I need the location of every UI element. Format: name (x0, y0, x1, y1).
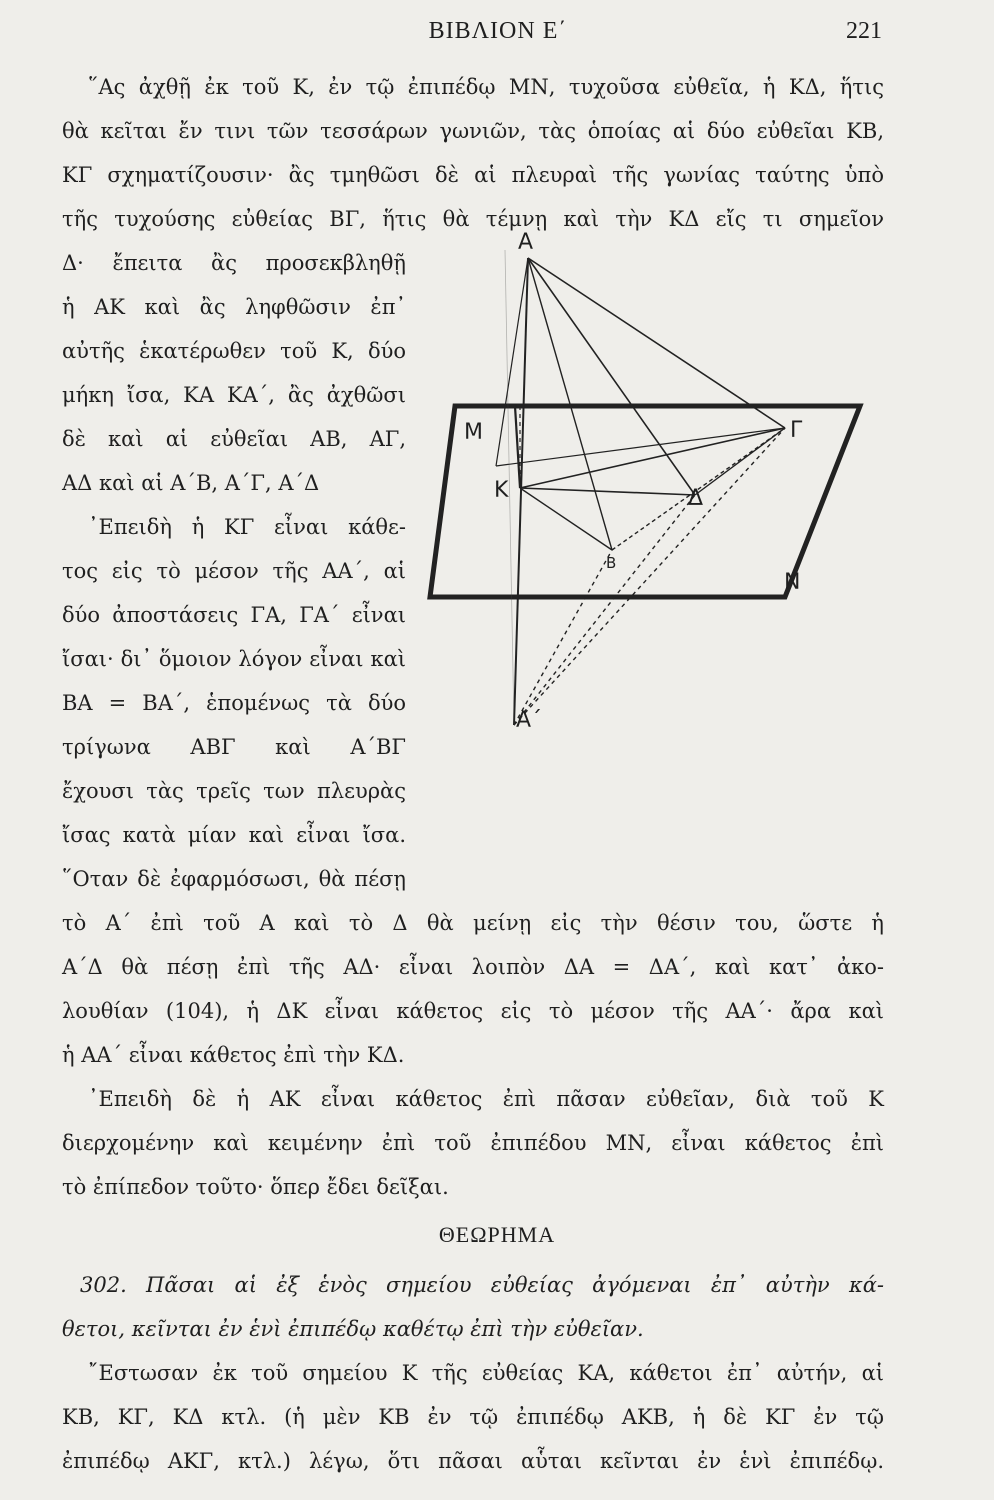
label-d: Δ (688, 486, 704, 511)
text-line: ἐπιπέδῳ ΑΚΓ, κτλ.) λέγω, ὅτι πᾶσαι αὗται κεῖνται ἐν ἑνὶ ἐπιπέδῳ. (62, 1449, 884, 1473)
text-line: ἡ ΑΑ΄ εἶναι κάθετος ἐπὶ τὴν ΚΔ. (62, 1043, 405, 1067)
text-line: ἔχουσι τὰς τρεῖς των πλευρὰς (62, 779, 406, 803)
label-m: Μ (464, 420, 483, 445)
text-line: μήκη ἴσα, ΚΑ ΚΑ΄, ἂς ἀχθῶσι (62, 383, 406, 407)
figure-svg (410, 230, 880, 770)
line-a-d (528, 258, 695, 495)
page-number: 221 (846, 18, 882, 44)
line-aprime-b (514, 550, 612, 725)
line-k-b (520, 488, 612, 550)
text-line: αὐτῆς ἑκατέρωθεν τοῦ Κ, δύο (62, 339, 406, 363)
text-line: θετοι, κεῖνται ἐν ἑνὶ ἐπιπέδῳ καθέτῳ ἐπὶ τὴν εὐθεῖαν. (62, 1317, 644, 1341)
text-line: ΑΔ καὶ αἱ Α΄Β, Α΄Γ, Α΄Δ (62, 471, 320, 495)
text-line: θὰ κεῖται ἔν τινι τῶν τεσσάρων γωνιῶν, τὰς ὁποίας αἱ δύο εὐθεῖαι ΚΒ, (62, 119, 884, 143)
text-line: Δ· ἔπειτα ἂς προσεκβληθῇ (62, 251, 406, 275)
text-line: τὸ ἐπίπεδον τοῦτο· ὅπερ ἔδει δεῖξαι. (62, 1175, 449, 1199)
geometry-figure (410, 230, 880, 770)
text-line: 302. Πᾶσαι αἱ ἐξ ἑνὸς σημείου εὐθείας ἀγόμεναι ἐπ᾽ αὐτὴν κά- (80, 1273, 884, 1297)
section-heading: ΘΕΩΡΗΜΑ (438, 1222, 556, 1247)
label-a: Α (518, 230, 534, 255)
text-line: τῆς τυχούσης εὐθείας ΒΓ, ἥτις θὰ τέμνῃ καὶ τὴν ΚΔ εἴς τι σημεῖον (62, 207, 884, 231)
label-b: Β (606, 554, 617, 572)
book-title: ΒΙΒΛΙΟΝ Ε΄ (428, 18, 568, 44)
text-line: δύο ἀποστάσεις ΓΑ, ΓΑ΄ εἶναι (62, 603, 406, 627)
text-line: τρίγωνα ΑΒΓ καὶ Α΄ΒΓ (62, 735, 406, 759)
label-a-prime: Α΄ (516, 708, 543, 733)
text-line: δὲ καὶ αἱ εὐθεῖαι ΑΒ, ΑΓ, (62, 427, 406, 451)
text-line: ᾿Επειδὴ δὲ ἡ ΑΚ εἶναι κάθετος ἐπὶ πᾶσαν εὐθεῖαν, διὰ τοῦ Κ (88, 1087, 884, 1111)
line-a-g (528, 258, 785, 428)
text-line: διερχομένην καὶ κειμένην ἐπὶ τοῦ ἐπιπέδου ΜΝ, εἶναι κάθετος ἐπὶ (62, 1131, 884, 1155)
text-line: ῞Οταν δὲ ἐφαρμόσωσι, θὰ πέσῃ (62, 867, 406, 891)
text-line: ἴσαι· δι᾽ ὅμοιον λόγον εἶναι καὶ (62, 647, 406, 671)
text-line: ΚΒ, ΚΓ, ΚΔ κτλ. (ἡ μὲν ΚΒ ἐν τῷ ἐπιπέδῳ ΑΚΒ, ἡ δὲ ΚΓ ἐν τῷ (62, 1405, 884, 1429)
line-k-d (520, 488, 695, 495)
text-line: τὸ Α΄ ἐπὶ τοῦ Α καὶ τὸ Δ θὰ μείνῃ εἰς τὴν θέσιν του, ὥστε ἡ (62, 911, 884, 935)
line-aprime-d (514, 495, 695, 725)
text-line: ἡ ΑΚ καὶ ἂς ληφθῶσιν ἐπ᾽ (62, 295, 406, 319)
text-line: Α΄Δ θὰ πέσῃ ἐπὶ τῆς ΑΔ· εἶναι λοιπὸν ΔΑ = ΔΑ΄, καὶ κατ᾽ ἀκο- (62, 955, 884, 979)
text-line: ῞Ας ἀχθῇ ἐκ τοῦ Κ, ἐν τῷ ἐπιπέδῳ ΜΝ, τυχοῦσα εὐθεῖα, ἡ ΚΔ, ἥτις (88, 75, 884, 99)
text-line: ᾿Επειδὴ ἡ ΚΓ εἶναι κάθε- (88, 515, 406, 539)
line-center-k (515, 406, 520, 488)
label-k: Κ (494, 478, 509, 503)
text-line: ΚΓ σχηματίζουσιν· ἂς τμηθῶσι δὲ αἱ πλευραὶ τῆς γωνίας ταύτης ὑπὸ (62, 163, 884, 187)
text-line: ΒΑ = ΒΑ΄, ἑπομένως τὰ δύο (62, 691, 406, 715)
label-g: Γ (790, 418, 803, 443)
text-line: τος εἰς τὸ μέσον τῆς ΑΑ΄, αἱ (62, 559, 406, 583)
text-line: λουθίαν (104), ἡ ΔΚ εἶναι κάθετος εἰς τὸ μέσον τῆς ΑΑ΄· ἄρα καὶ (62, 999, 884, 1023)
label-n: Ν (784, 570, 801, 595)
text-line: ἴσας κατὰ μίαν καὶ εἶναι ἴσα. (62, 823, 406, 847)
line-aprime-g (514, 428, 785, 725)
text-line: ῎Εστωσαν ἐκ τοῦ σημείου Κ τῆς εὐθείας ΚΑ, κάθετοι ἐπ᾽ αὐτήν, αἱ (88, 1361, 884, 1385)
